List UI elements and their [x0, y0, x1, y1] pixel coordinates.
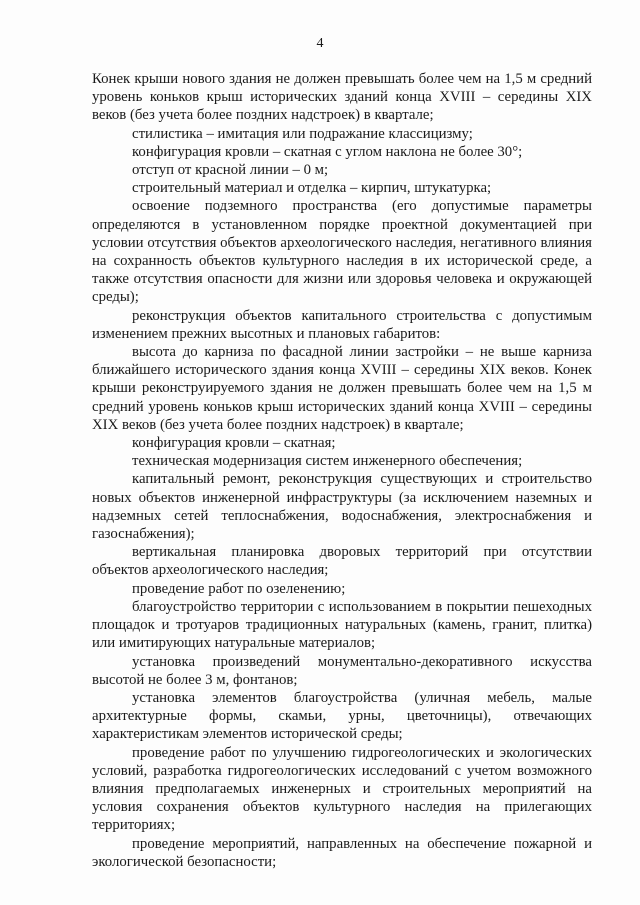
paragraph: стилистика – имитация или подражание классицизму;: [132, 125, 473, 142]
paragraph: установка элементов благоустройства (уличная мебель, малые архитектурные формы, скамьи, урны, цветочницы), отвечающих характеристикам элементов исторической среды;: [92, 689, 592, 743]
paragraph: проведение мероприятий, направленных на обеспечение пожарной и экологической безопасности;: [92, 835, 592, 870]
paragraph: строительный материал и отделка – кирпич, штукатурка;: [132, 180, 492, 197]
paragraph: конфигурация кровли – скатная;: [132, 435, 336, 452]
paragraph: конфигурация кровли – скатная с углом наклона не более 30°;: [132, 143, 523, 160]
paragraph: техническая модернизация систем инженерного обеспечения;: [132, 453, 523, 470]
paragraph: проведение работ по улучшению гидрогеологических и экологических условий, разработка гидрогеологических исследований с учетом возможного влияния предполагаемых инженерных и строительных мероприятий на условия сохранения объектов культурного наследия на прилегающих территориях;: [92, 744, 592, 834]
paragraph: вертикальная планировка дворовых территорий при отсутствии объектов археологического наследия;: [92, 544, 592, 579]
document-body: [92, 70, 592, 871]
paragraph: освоение подземного пространства (его допустимые параметры определяются в установленном порядке проектной документацией при условии отсутствия объектов археологического наследия, негативного влияния на сохранность объектов культурного наследия в их исторической среде, а также отсутствия опасности для жизни или здоровья человека и окружающей среды);: [92, 198, 592, 306]
page-number: 4: [316, 36, 324, 51]
paragraph: отступ от красной линии – 0 м;: [132, 162, 329, 179]
paragraph: установка произведений монументально-декоративного искусства высотой не более 3 м, фонтанов;: [92, 653, 592, 688]
paragraph: высота до карниза по фасадной линии застройки – не выше карниза ближайшего исторического здания конца XVIII – середины XIX веков. Конек крыши реконструируемого здания не должен превышать более чем на 1,5 м средний уровень коньков крыш исторических зданий конца XVIII – середины XIX веков (без учета более поздних надстроек) в квартале;: [92, 344, 592, 433]
paragraph: Конек крыши нового здания не должен превышать более чем на 1,5 м средний уровень коньков крыш исторических зданий конца XVIII – середины XIX веков (без учета более поздних надстроек) в квартале;: [92, 71, 592, 124]
paragraph: благоустройство территории с использованием в покрытии пешеходных площадок и тротуаров традиционных натуральных (камень, гранит, плитка) или имитирующих натуральные материалов;: [92, 598, 592, 652]
paragraph: реконструкция объектов капитального строительства с допустимым изменением прежних высотных и плановых габаритов:: [92, 307, 592, 342]
paragraph: капитальный ремонт, реконструкция существующих и строительство новых объектов инженерной инфраструктуры (за исключением наземных и надземных сетей теплоснабжения, водоснабжения, электроснабжения и газоснабжения);: [92, 471, 592, 543]
paragraph: проведение работ по озеленению;: [132, 580, 346, 597]
